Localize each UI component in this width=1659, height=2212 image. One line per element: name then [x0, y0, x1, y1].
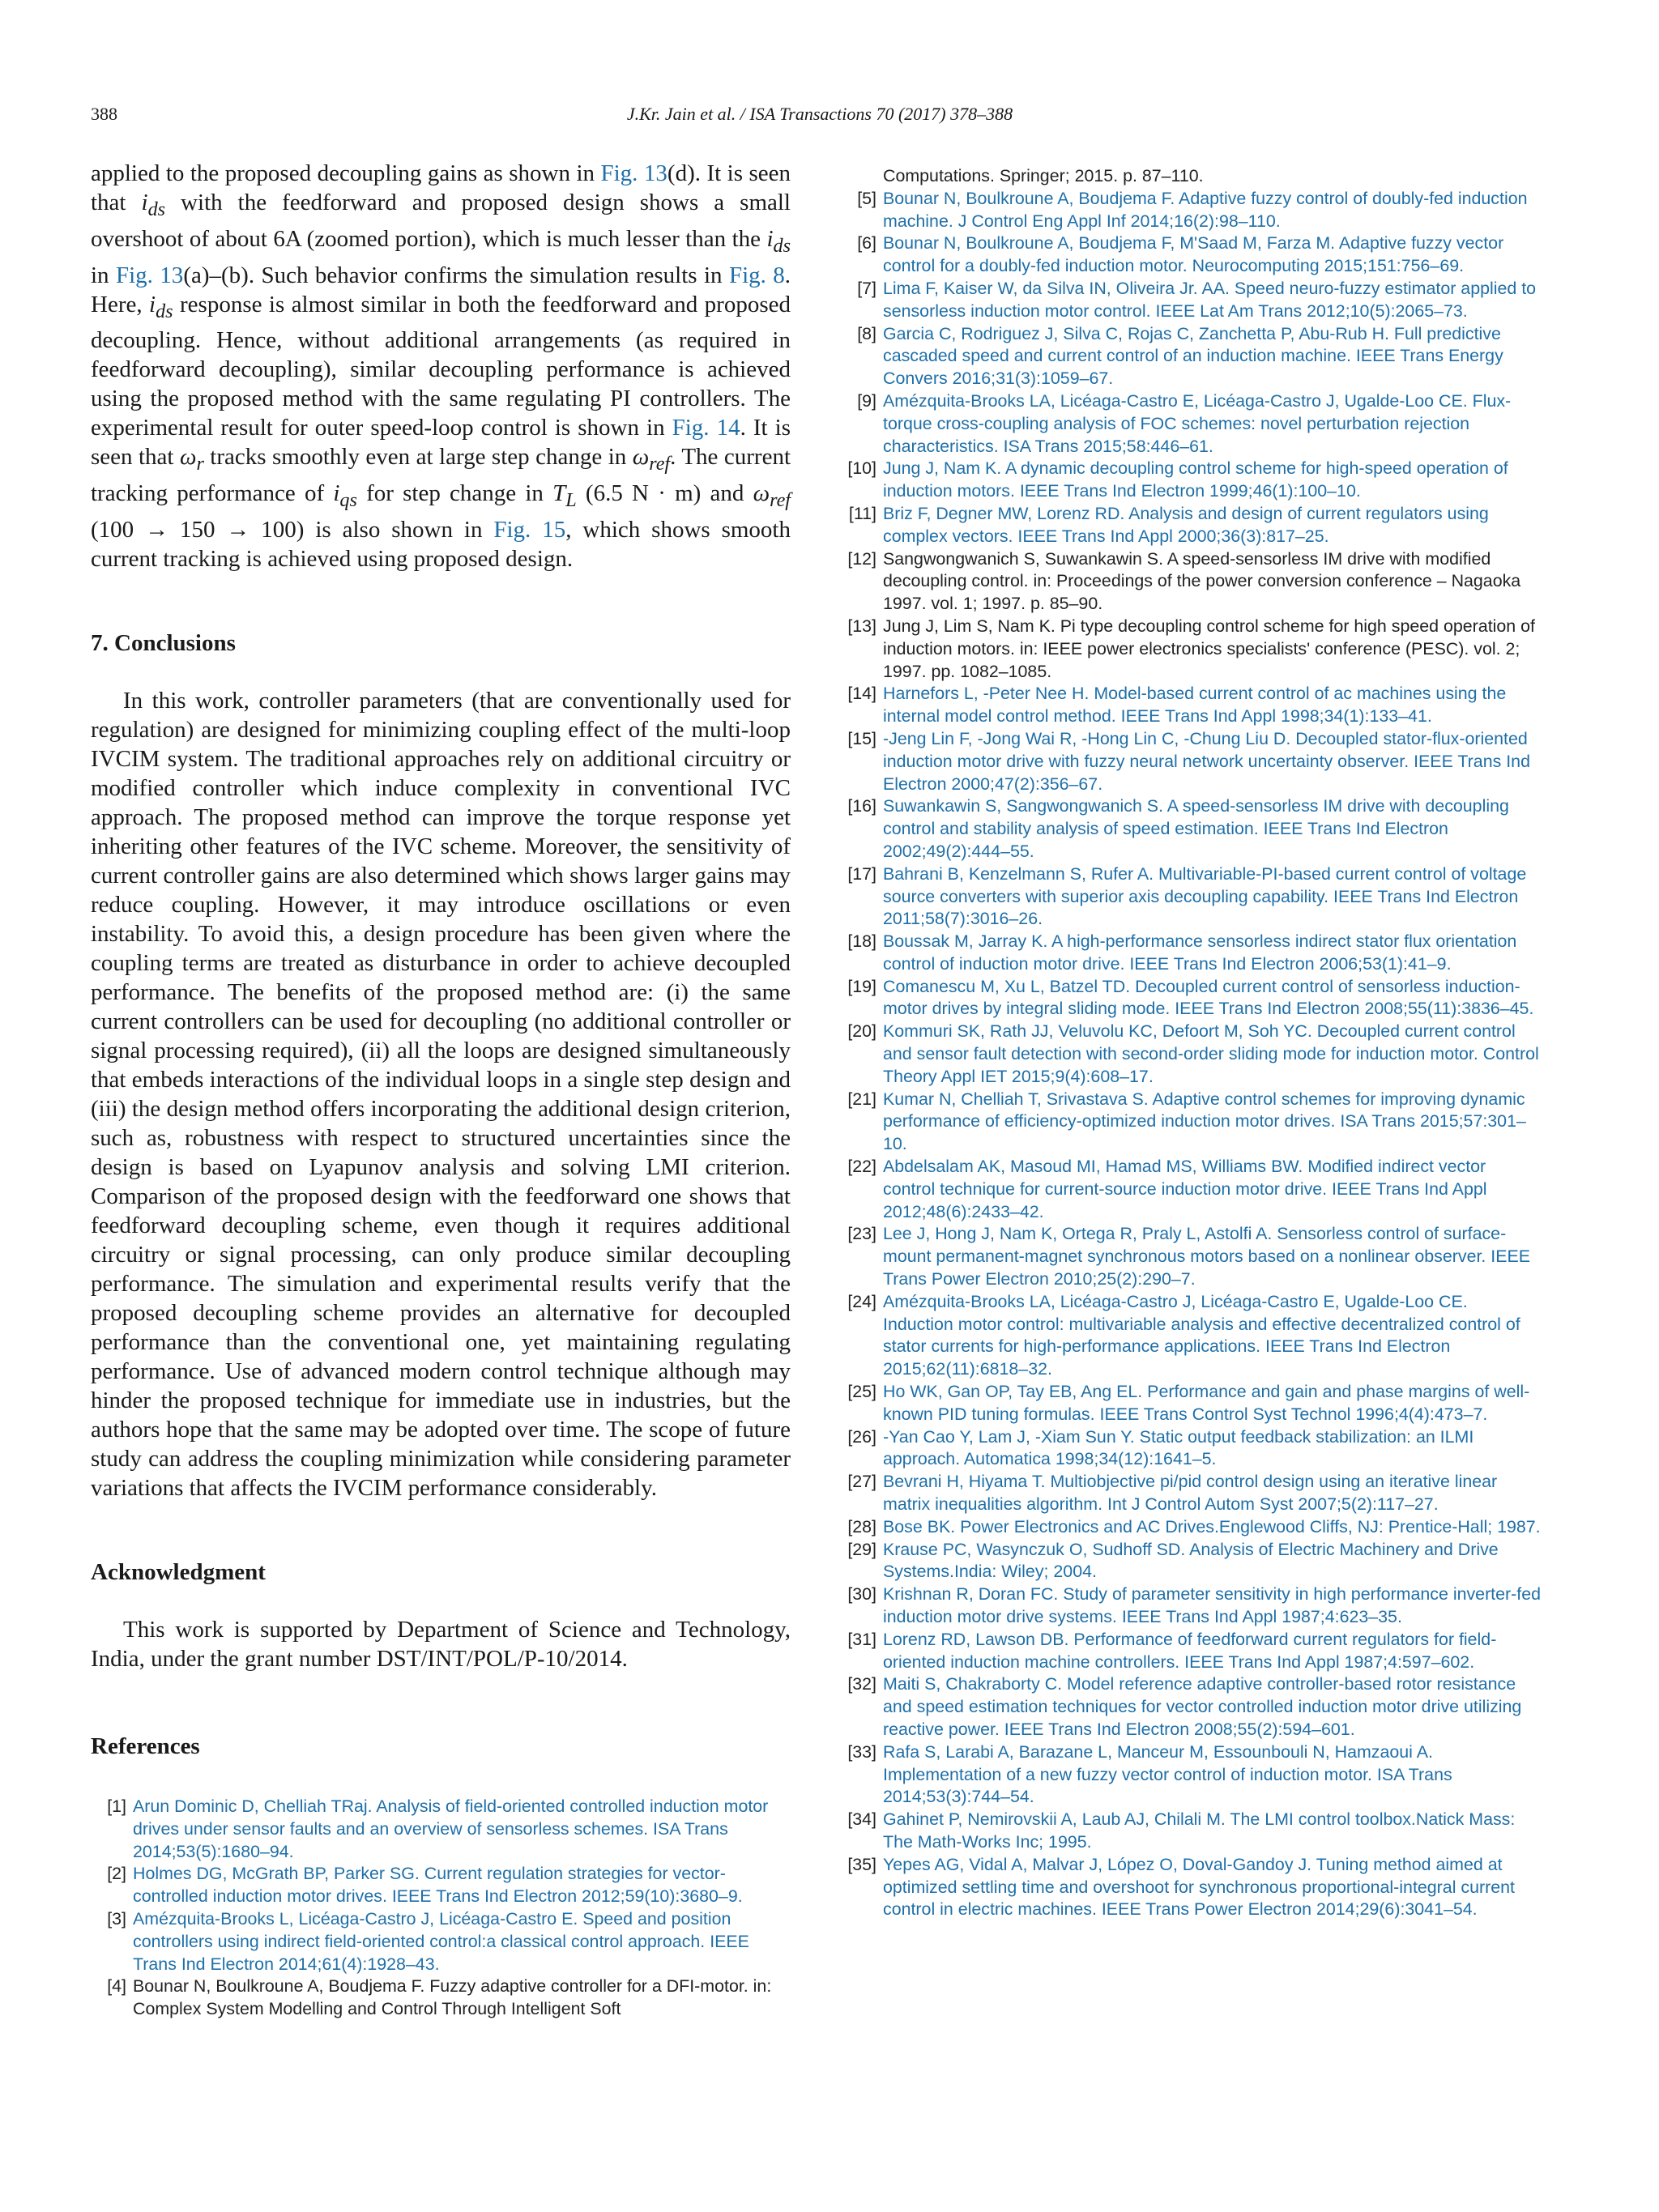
- reference-link[interactable]: Bahrani B, Kenzelmann S, Rufer A. Multivariable-PI-based current control of voltage source converters with superior axis decoupling capability. IEEE Trans Ind Electron 2011;58(7):3016–26.: [883, 863, 1527, 929]
- reference-item: [841, 548, 1541, 616]
- reference-number: [8]: [857, 323, 876, 343]
- reference-item[interactable]: [841, 1156, 1541, 1223]
- reference-number: [2]: [107, 1864, 126, 1884]
- reference-link[interactable]: Garcia C, Rodriguez J, Silva C, Rojas C, Zanchetta P, Abu-Rub H. Full predictive cascaded speed and current control of an induction machine. IEEE Trans Energy Convers 2016;31(3):1059–67.: [883, 323, 1503, 389]
- reference-item[interactable]: [841, 1854, 1541, 1921]
- reference-link[interactable]: Lima F, Kaiser W, da Silva IN, Oliveira Jr. AA. Speed neuro-fuzzy estimator applied to sensorless induction motor control. IEEE Lat Am Trans 2012;10(5):2065–73.: [883, 278, 1537, 321]
- reference-number: [13]: [847, 616, 876, 636]
- reference-number: [23]: [847, 1224, 876, 1244]
- reference-item[interactable]: [841, 188, 1541, 233]
- reference-link[interactable]: Bevrani H, Hiyama T. Multiobjective pi/pid control design using an iterative linear matrix inequalities algorithm. Int J Control Autom Syst 2007;5(2):117–27.: [883, 1472, 1498, 1515]
- reference-item[interactable]: [841, 931, 1541, 976]
- conclusions-heading: 7. Conclusions: [91, 629, 236, 656]
- reference-link[interactable]: Kumar N, Chelliah T, Srivastava S. Adaptive control schemes for improving dynamic performance of efficiency-optimized induction motor drives. ISA Trans 2015;57:301–10.: [883, 1089, 1526, 1154]
- reference-item[interactable]: [841, 458, 1541, 503]
- reference-number: [1]: [107, 1796, 126, 1816]
- reference-link[interactable]: Harnefors L, -Peter Nee H. Model-based current control of ac machines using the internal model control method. IEEE Trans Ind Appl 1998;34(1):133–41.: [883, 684, 1507, 727]
- references-continuation: [841, 165, 1541, 188]
- fig8-link[interactable]: Fig. 8: [728, 262, 785, 288]
- reference-link[interactable]: Amézquita-Brooks L, Licéaga-Castro J, Licéaga-Castro E. Speed and position controllers using indirect field-oriented control:a classical control approach. IEEE Trans Ind Electron 2014;61(4):1928–43.: [133, 1908, 749, 1974]
- reference-number: [15]: [847, 728, 876, 748]
- reference-link[interactable]: Comanescu M, Xu L, Batzel TD. Decoupled current control of sensorless induction-motor drives by integral sliding mode. IEEE Trans Ind Electron 2008;55(11):3836–45.: [883, 976, 1534, 1019]
- reference-item[interactable]: [841, 503, 1541, 548]
- reference-number: [24]: [847, 1291, 876, 1311]
- reference-item: [841, 616, 1541, 683]
- reference-link[interactable]: Holmes DG, McGrath BP, Parker SG. Current regulation strategies for vector-controlled induction motor drives. IEEE Trans Ind Electron 2012;59(10):3680–9.: [133, 1864, 743, 1907]
- reference-item[interactable]: [841, 323, 1541, 390]
- reference-item[interactable]: [841, 683, 1541, 728]
- reference-number: [31]: [847, 1629, 876, 1649]
- reference-link[interactable]: Arun Dominic D, Chelliah TRaj. Analysis of field-oriented controlled induction motor drives under sensor faults and an overview of sensorless schemes. ISA Trans 2014;53(5):1680–94.: [133, 1796, 769, 1861]
- reference-link[interactable]: Briz F, Degner MW, Lorenz RD. Analysis and design of current regulators using complex vectors. IEEE Trans Ind Appl 2000;36(3):817–25.: [883, 503, 1489, 546]
- reference-item[interactable]: [841, 1223, 1541, 1290]
- reference-item[interactable]: [841, 390, 1541, 458]
- reference-item[interactable]: [841, 232, 1541, 278]
- reference-link[interactable]: Suwankawin S, Sangwongwanich S. A speed-sensorless IM drive with decoupling control and stability analysis of speed estimation. IEEE Trans Ind Electron 2002;49(2):444–55.: [883, 796, 1509, 861]
- fig13ab-link[interactable]: Fig. 13: [115, 262, 184, 288]
- reference-item[interactable]: [841, 1471, 1541, 1516]
- reference-link[interactable]: Yepes AG, Vidal A, Malvar J, López O, Doval-Gandoy J. Tuning method aimed at optimized settling time and overshoot for synchronous proportional-integral current control in electric machines. IEEE Trans Power Electron 2014;29(6):3041–54.: [883, 1854, 1515, 1920]
- reference-item[interactable]: [841, 1539, 1541, 1584]
- reference-item[interactable]: [91, 1863, 791, 1908]
- reference-text: Jung J, Lim S, Nam K. Pi type decoupling control scheme for high speed operation of induction motors. in: IEEE power electronics specialists' conference (PESC). vol. 2; 1997. pp. 1082–1085.: [883, 616, 1535, 681]
- fig13d-link[interactable]: Fig. 13: [600, 160, 667, 186]
- reference-item[interactable]: [91, 1908, 791, 1975]
- references-list-right: [841, 188, 1541, 1921]
- reference-link[interactable]: Amézquita-Brooks LA, Licéaga-Castro J, Licéaga-Castro E, Ugalde-Loo CE. Induction motor control: multivariable analysis and effective decentralized control of stator currents for high-performance applications. IEEE Trans Ind Electron 2015;62(11):6818–32.: [883, 1291, 1520, 1379]
- references-heading: References: [91, 1733, 200, 1759]
- reference-item[interactable]: [841, 1426, 1541, 1472]
- reference-link[interactable]: Krishnan R, Doran FC. Study of parameter sensitivity in high performance inverter-fed induction motor drive systems. IEEE Trans Ind Appl 1987;4:623–35.: [883, 1584, 1542, 1626]
- reference-link[interactable]: Jung J, Nam K. A dynamic decoupling control scheme for high-speed operation of induction motors. IEEE Trans Ind Electron 1999;46(1):100–10.: [883, 458, 1508, 501]
- fig15-link[interactable]: Fig. 15: [493, 516, 566, 543]
- reference-number: [17]: [847, 863, 876, 884]
- reference-number: [18]: [847, 931, 876, 952]
- reference-item[interactable]: [841, 1809, 1541, 1854]
- reference-link[interactable]: Kommuri SK, Rath JJ, Veluvolu KC, Defoort M, Soh YC. Decoupled current control and sensor fault detection with second-order sliding mode for induction motor. Control Theory Appl IET 2015;9(4):608–17.: [883, 1021, 1539, 1086]
- references-list-left: [91, 1796, 791, 2021]
- reference-number: [22]: [847, 1157, 876, 1177]
- reference-number: [10]: [847, 458, 876, 479]
- reference-number: [20]: [847, 1021, 876, 1042]
- reference-link[interactable]: Rafa S, Larabi A, Barazane L, Manceur M, Essounbouli N, Hamzaoui A. Implementation of a new fuzzy vector control of induction motor. ISA Trans 2014;53(3):744–54.: [883, 1741, 1452, 1807]
- results-paragraph: applied to the proposed decoupling gains as shown in Fig. 13(d). It is seen that $i_{ds}$ with the feedforward and proposed design shows a small overshoot of about 6A (zoomed portion), which is much lesser than the $i_{ds}$ in Fig. 13(a)–(b). Such behavior confirms the simulation results in Fig. 8. Here, $i_{ds}$ response is almost similar in both the feedforward and proposed decoupling. Hence, without additional arrangements (as required in feedforward decoupling), similar decoupling performance is achieved using the proposed method with the same regulating PI controllers. The experimental result for outer speed-loop control is shown in Fig. 14. It is seen that $\omega_r$ tracks smoothly even at large step change in $\omega_{ref}$. The current tracking performance of $i_{qs}$ for step change in $T_L$ (6.5 N · m) and $\omega_{ref}$ (100 → 150 → 100) is also shown in Fig. 15, which shows smooth current tracking is achieved using proposed design.: [91, 160, 791, 572]
- reference-number: [6]: [857, 233, 876, 254]
- reference-number: [27]: [847, 1472, 876, 1492]
- reference-number: [33]: [847, 1741, 876, 1762]
- reference-number: [32]: [847, 1674, 876, 1694]
- reference-number: [19]: [847, 976, 876, 996]
- reference-number: [28]: [847, 1516, 876, 1536]
- acknowledgment-text: This work is supported by Department of Science and Technology, India, under the grant number DST/INT/POL/P-10/2014.: [91, 1616, 791, 1672]
- reference-item[interactable]: [841, 1089, 1541, 1156]
- reference-item[interactable]: [841, 728, 1541, 795]
- reference-number: [4]: [107, 1976, 126, 1997]
- reference-item[interactable]: [841, 863, 1541, 931]
- journal-citation: J.Kr. Jain et al. / ISA Transactions 70 (2017) 378–388: [626, 104, 1013, 124]
- reference-number: [25]: [847, 1382, 876, 1402]
- reference-number: [30]: [847, 1584, 876, 1605]
- page-header: [91, 104, 1549, 133]
- reference-link[interactable]: Krause PC, Wasynczuk O, Sudhoff SD. Analysis of Electric Machinery and Drive Systems.India: Wiley; 2004.: [883, 1539, 1499, 1582]
- reference-number: [35]: [847, 1854, 876, 1874]
- reference-item[interactable]: [841, 1583, 1541, 1629]
- reference-link[interactable]: Boussak M, Jarray K. A high-performance sensorless indirect stator flux orientation control of induction motor drive. IEEE Trans Ind Electron 2006;53(1):41–9.: [883, 931, 1517, 974]
- reference-link[interactable]: Bounar N, Boulkroune A, Boudjema F, M'Saad M, Farza M. Adaptive fuzzy vector control for a doubly-fed induction motor. Neurocomputing 2015;151:756–69.: [883, 233, 1504, 276]
- reference-number: [16]: [847, 796, 876, 816]
- reference-link[interactable]: Bounar N, Boulkroune A, Boudjema F. Adaptive fuzzy control of doubly-fed induction machine. J Control Eng Appl Inf 2014;16(2):98–110.: [883, 188, 1528, 231]
- fig14-link[interactable]: Fig. 14: [672, 415, 740, 441]
- reference-number: [29]: [847, 1539, 876, 1559]
- reference-link[interactable]: Ho WK, Gan OP, Tay EB, Ang EL. Performance and gain and phase margins of well-known PID tuning formulas. IEEE Trans Control Syst Technol 1996;4(4):473–7.: [883, 1382, 1530, 1424]
- reference-number: [7]: [857, 278, 876, 298]
- reference-link[interactable]: Amézquita-Brooks LA, Licéaga-Castro E, Licéaga-Castro J, Ugalde-Loo CE. Flux-torque cross-coupling analysis of FOC schemes: novel perturbation rejection characteristics. ISA Trans 2015;58:446–61.: [883, 390, 1512, 456]
- reference-number: [34]: [847, 1809, 876, 1830]
- page-number: 388: [91, 104, 117, 124]
- reference-link[interactable]: Bose BK. Power Electronics and AC Drives.Englewood Cliffs, NJ: Prentice-Hall; 1987.: [883, 1516, 1541, 1536]
- reference-number: [9]: [857, 390, 876, 411]
- reference-item[interactable]: [841, 795, 1541, 863]
- reference-number: [26]: [847, 1426, 876, 1447]
- reference-item: [91, 1975, 791, 2021]
- reference-item[interactable]: [841, 278, 1541, 323]
- reference-item[interactable]: [91, 1796, 791, 1863]
- acknowledgment-heading: Acknowledgment: [91, 1558, 266, 1585]
- reference-item[interactable]: [841, 1381, 1541, 1426]
- reference-text: Bounar N, Boulkroune A, Boudjema F. Fuzzy adaptive controller for a DFI-motor. in: Complex System Modelling and Control Through Intelligent Soft: [133, 1976, 772, 2019]
- reference-link[interactable]: Lee J, Hong J, Nam K, Ortega R, Praly L, Astolfi A. Sensorless control of surface-mount permanent-magnet synchronous motors based on a nonlinear observer. IEEE Trans Power Electron 2010;25(2):290–7.: [883, 1224, 1531, 1289]
- reference-number: [14]: [847, 684, 876, 704]
- reference-item[interactable]: [841, 976, 1541, 1021]
- reference-item[interactable]: [841, 1516, 1541, 1539]
- left-column: [91, 159, 791, 2021]
- reference-link[interactable]: -Yan Cao Y, Lam J, -Xiam Sun Y. Static output feedback stabilization: an ILMI approach. Automatica 1998;34(12):1641–5.: [883, 1426, 1474, 1469]
- reference-item[interactable]: [841, 1021, 1541, 1088]
- reference-link[interactable]: -Jeng Lin F, -Jong Wai R, -Hong Lin C, -Chung Liu D. Decoupled stator-flux-oriented induction motor drive with fuzzy neural network uncertainty observer. IEEE Trans Ind Electron 2000;47(2):356–67.: [883, 728, 1530, 794]
- reference-number: [21]: [847, 1089, 876, 1109]
- reference-item[interactable]: [841, 1291, 1541, 1381]
- right-column: [841, 165, 1541, 1921]
- reference-number: [11]: [848, 503, 876, 523]
- reference-continuation: Computations. Springer; 2015. p. 87–110.: [883, 166, 1204, 185]
- reference-link[interactable]: Maiti S, Chakraborty C. Model reference adaptive controller-based rotor resistance and speed estimation techniques for vector controlled induction motor drive utilizing reactive power. IEEE Trans Ind Electron 2008;55(2):594–601.: [883, 1674, 1522, 1739]
- reference-number: [12]: [847, 548, 876, 569]
- conclusions-text: In this work, controller parameters (that are conventionally used for regulation) are designed for minimizing coupling effect of the multi-loop IVCIM system. The traditional approaches rely on additional circuitry or modified controller which induce complexity in conventional IVC approach. The proposed method can improve the torque response yet inheriting other features of the IVC scheme. Moreover, the sensitivity of current controller gains are also determined which shows larger gains may reduce coupling. However, it may introduce oscillations or even instability. To avoid this, a design procedure has been given where the coupling terms are treated as disturbance in order to achieve decoupled performance. The benefits of the proposed method are: (i) the same current controllers can be used for decoupling (no additional controller or signal processing required), (ii) all the loops are designed simultaneously that embeds interactions of the individual loops in a single step design and (iii) the design method offers incorporating the additional design criterion, such as, robustness with respect to structured uncertainties since the design is based on Lyapunov analysis and solving LMI criterion. Comparison of the proposed design with the feedforward one shows that feedforward decoupling scheme, even though it requires additional circuitry or signal processing, can only produce similar decoupling performance. The simulation and experimental results verify that the proposed decoupling scheme provides an alternative for decoupled performance than the conventional one, yet maintaining regulating performance. Use of advanced modern control technique although may hinder the proposed technique for immediate use in industries, but the authors hope that the same may be adopted over time. The scope of future study can address the coupling minimization while considering parameter variations that affects the IVCIM performance considerably.: [91, 687, 791, 1501]
- reference-item[interactable]: [841, 1741, 1541, 1809]
- reference-link[interactable]: Gahinet P, Nemirovskii A, Laub AJ, Chilali M. The LMI control toolbox.Natick Mass: The Math-Works Inc; 1995.: [883, 1809, 1516, 1852]
- reference-text: Sangwongwanich S, Suwankawin S. A speed-sensorless IM drive with modified decoupling control. in: Proceedings of the power conversion conference – Nagaoka 1997. vol. 1; 1997. p. 85–90.: [883, 548, 1521, 614]
- reference-link[interactable]: Abdelsalam AK, Masoud MI, Hamad MS, Williams BW. Modified indirect vector control technique for current-source induction motor drive. IEEE Trans Ind Appl 2012;48(6):2433–42.: [883, 1157, 1487, 1221]
- reference-number: [3]: [107, 1908, 126, 1929]
- reference-item[interactable]: [841, 1629, 1541, 1674]
- reference-item[interactable]: [841, 1673, 1541, 1741]
- reference-link[interactable]: Lorenz RD, Lawson DB. Performance of feedforward current regulators for field-oriented induction machine controllers. IEEE Trans Ind Appl 1987;4:597–602.: [883, 1629, 1497, 1672]
- reference-number: [5]: [857, 188, 876, 208]
